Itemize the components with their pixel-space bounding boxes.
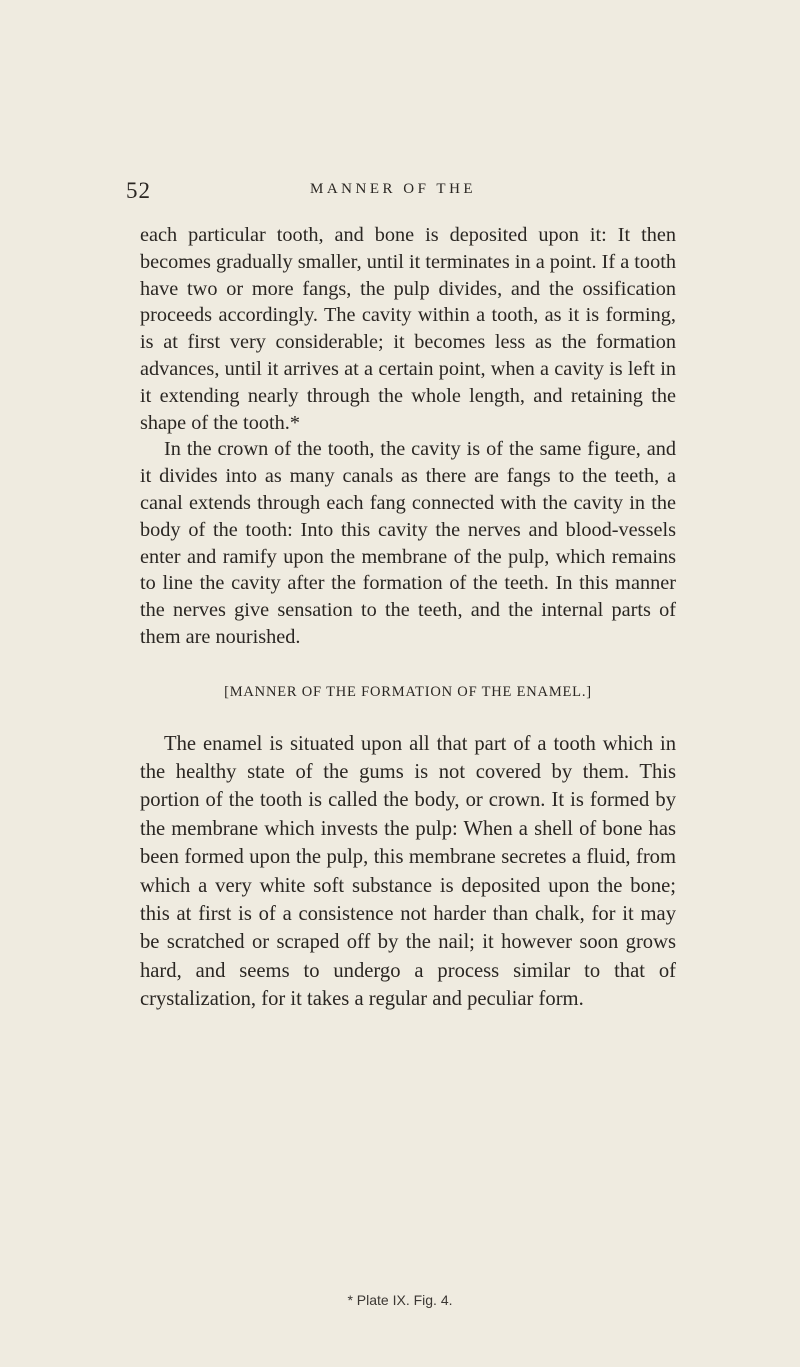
page-number: 52 [126,178,151,203]
page-header [0,178,800,208]
paragraph-enamel: The enamel is situated upon all that part of a tooth which in the healthy state of the gums is not covered by them. This portion of the tooth is called the body, or crown. It is formed by the membrane which invests the pulp: When a shell of bone has been formed upon the pulp, this membrane secretes a fluid, from which a very white soft substance is deposited upon the bone; this at first is of a consistence not harder than chalk, for it may be scratched or scraped off by the nail; it however soon grows hard, and seems to undergo a process similar to that of crystalization, for it takes a regular and peculiar form. [140,732,676,1011]
body-text [140,222,676,1014]
paragraph-crown-cavity: In the crown of the tooth, the cavity is of the same figure, and it divides into as many canals as there are fangs to the teeth, a canal extends through each fang connected with the cavity in the body of the tooth: Into this cavity the nerves and blood-vessels enter and ramify upon the membrane of the pulp, which remains to line the cavity after the formation of the teeth. In this manner the nerves give sensation to the teeth, and the internal parts of them are nourished. [140,438,676,648]
running-head: MANNER OF THE [310,181,477,197]
section-heading: [MANNER OF THE FORMATION OF THE ENAMEL.] [224,683,592,700]
paragraph-continuation: each particular tooth, and bone is deposited upon it: It then becomes gradually smaller, until it terminates in a point. If a tooth have two or more fangs, the pulp divides, and the ossification proceeds accordingly. The cavity within a tooth, as it is forming, is at first very considerable; it becomes less as the formation advances, until it arrives at a certain point, when a cavity is left in it extending nearly through the whole length, and retaining the shape of the tooth.* [140,224,676,434]
footnote: * Plate IX. Fig. 4. [347,1292,453,1308]
